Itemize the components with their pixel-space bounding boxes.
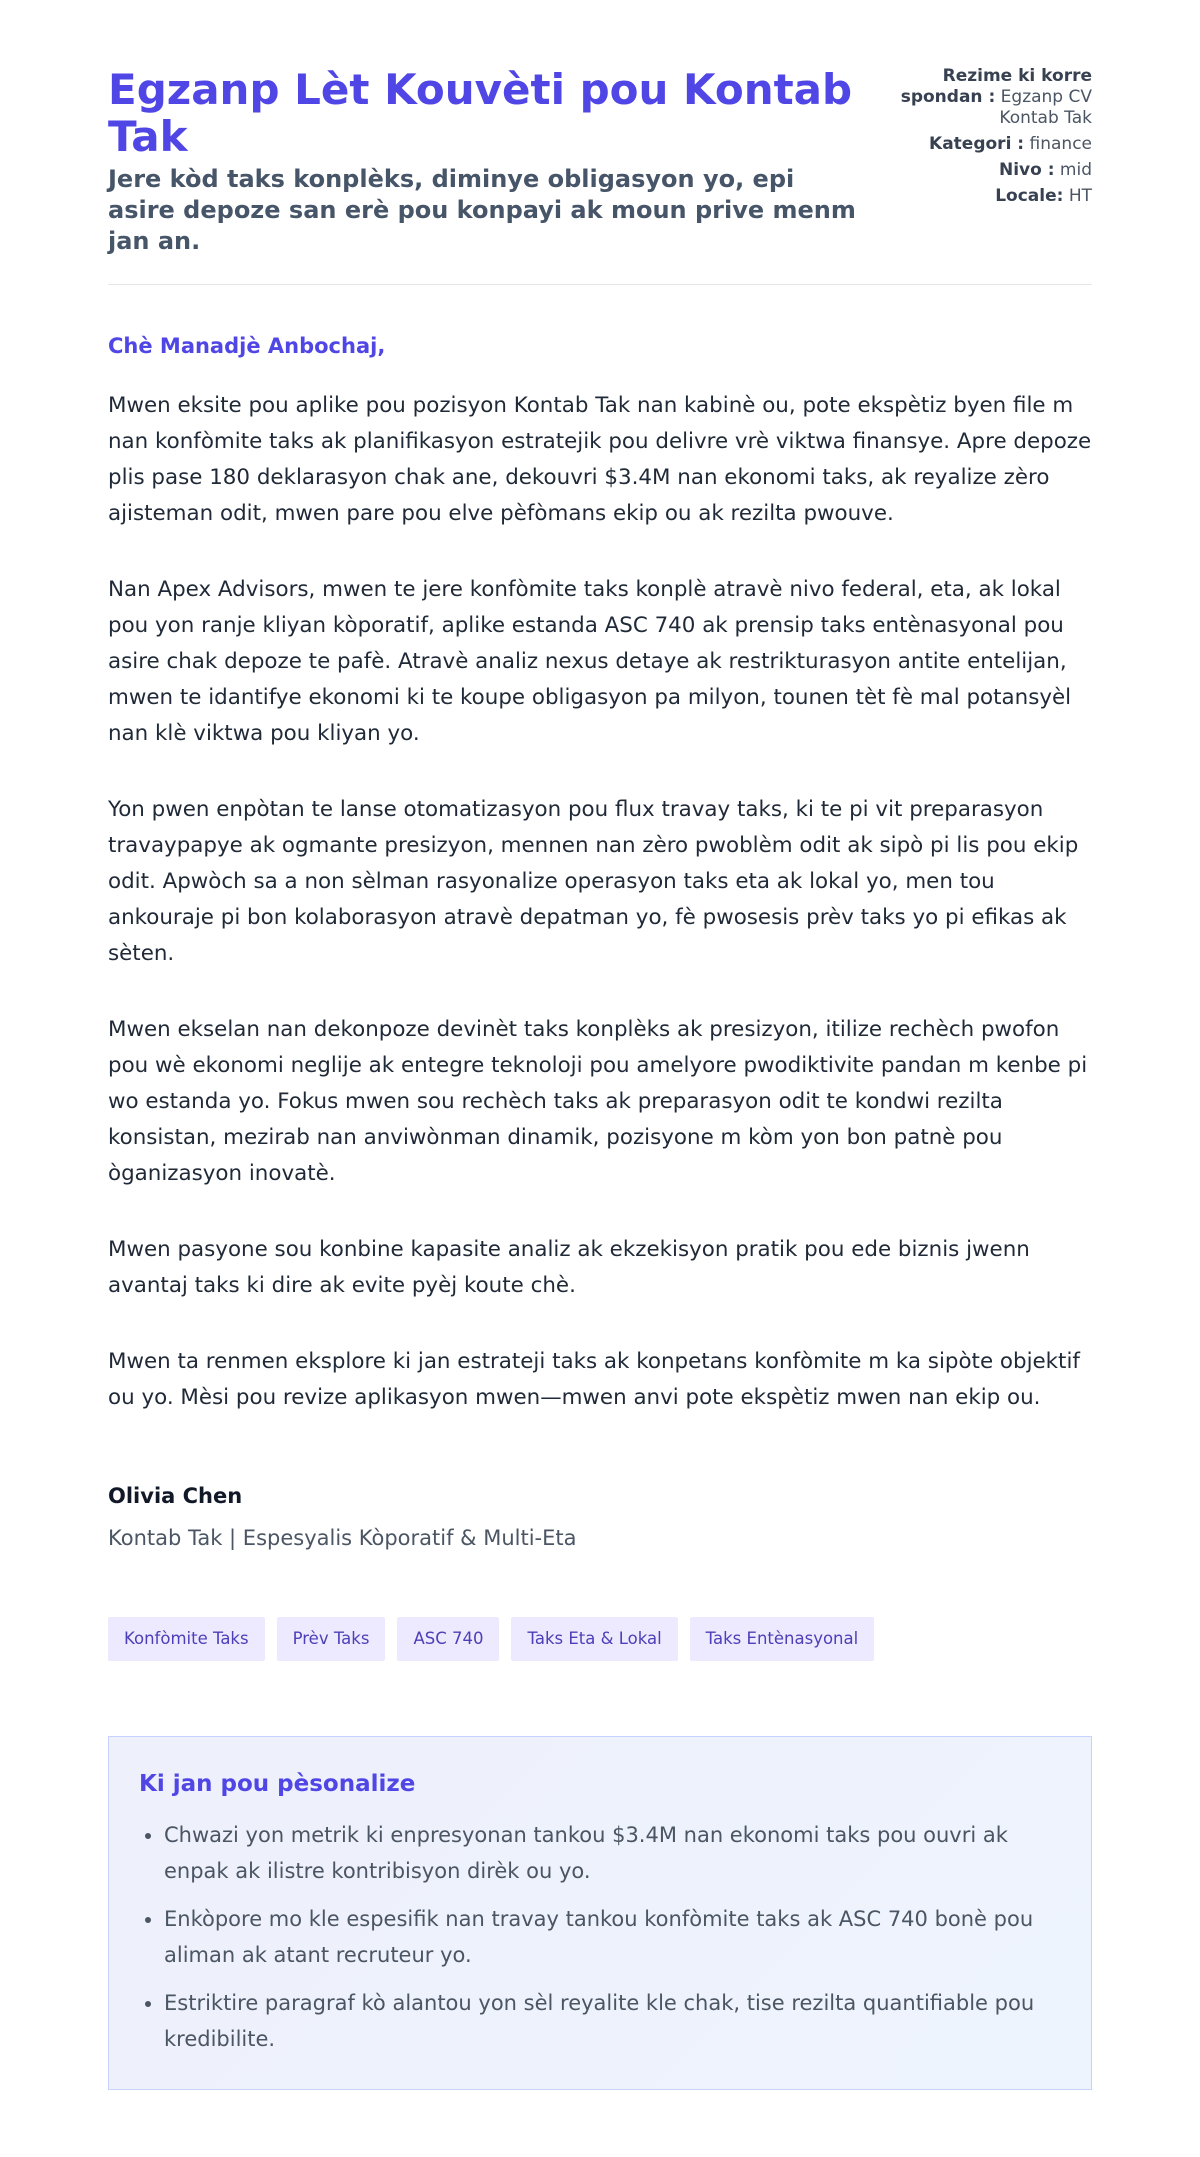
meta-category xyxy=(882,134,1092,155)
customization-tips-box xyxy=(108,1736,1092,2090)
meta-level xyxy=(882,160,1092,181)
tips-title: Ki jan pou pèsonalize xyxy=(139,1771,416,1797)
meta-locale-label: Locale: xyxy=(995,186,1064,206)
meta-category-value: finance xyxy=(1029,134,1092,154)
tips-list xyxy=(139,1817,1061,2057)
meta-locale xyxy=(882,186,1092,207)
letter-body xyxy=(108,388,1098,1456)
tip-item: • Chwazi yon metrik ki enpresyonan tankou $3.4M nan ekonomi taks pou ouvri ak enpak ak ilistre kontribisyon dirèk ou yo. xyxy=(164,1817,1061,1889)
skill-tags xyxy=(108,1617,874,1661)
meta-locale-value: HT xyxy=(1068,186,1092,206)
skill-tag: Taks Eta & Lokal xyxy=(511,1617,677,1661)
meta-level-label: Nivo : xyxy=(998,160,1055,180)
letter-paragraph: Yon pwen enpòtan te lanse otomatizasyon pou flux travay taks, ki te pi vit preparasyon travaypapye ak ogmante presizyon, mennen nan zèro pwoblèm odit ak sipò pi lis pou ekip odit. Apwòch sa a non sèlman rasyonalize operasyon taks eta ak lokal yo, men tou ankouraje pi bon kolaborasyon atravè depatman yo, fè pwosesis prèv taks yo pi efikas ak sèten. xyxy=(108,797,1079,966)
header-divider xyxy=(108,284,1092,285)
tip-item: • Enkòpore mo kle espesifik nan travay tankou konfòmite taks ak ASC 740 bonè pou aliman ak atant recruteur yo. xyxy=(164,1901,1061,1973)
meta-level-value: mid xyxy=(1059,160,1092,180)
page-header xyxy=(108,66,1092,257)
meta-summary-label: Rezime ki korre spondan : xyxy=(900,66,1092,107)
tip-item: • Estriktire paragraf kò alantou yon sèl reyalite kle chak, tise rezilta quantifiable pou kredibilite. xyxy=(164,1985,1061,2057)
letter-paragraph: Mwen ta renmen eksplore ki jan estrateji taks ak konpetans konfòmite m ka sipòte objektif ou yo. Mèsi pou revize aplikasyon mwen—mwen anvi pote ekspètiz mwen nan ekip ou. xyxy=(108,1349,1080,1410)
skill-tag: Taks Entènasyonal xyxy=(690,1617,875,1661)
letter-paragraph: Mwen pasyone sou konbine kapasite analiz ak ekzekisyon pratik pou ede biznis jwenn avantaj taks ki dire ak evite pyèj koute chè. xyxy=(108,1237,1030,1298)
meta-panel xyxy=(882,66,1092,212)
signature-name: Olivia Chen xyxy=(108,1484,243,1508)
letter-salutation: Chè Manadjè Anbochaj, xyxy=(108,334,386,358)
page-title: Egzanp Lèt Kouvèti pou Kontab Tak xyxy=(108,65,853,161)
meta-category-label: Kategori : xyxy=(929,134,1025,154)
letter-paragraph: Mwen ekselan nan dekonpoze devinèt taks konplèks ak presizyon, itilize rechèch pwofon pou wè ekonomi neglije ak entegre teknoloji pou amelyore pwodiktivite pandan m kenbe pi wo estanda yo. Fokus mwen sou rechèch taks ak preparasyon odit te kondwi rezilta konsistan, mezirab nan anviwònman dinamik, pozisyone m kòm yon bon patnè pou òganizasyon inovatè. xyxy=(108,1017,1088,1186)
letter-paragraph: Mwen eksite pou aplike pou pozisyon Kontab Tak nan kabinè ou, pote ekspètiz byen file m nan konfòmite taks ak planifikasyon estratejik pou delivre vrè viktwa finansye. Apre depoze plis pase 180 deklarasyon chak ane, dekouvri $3.4M nan ekonomi taks, ak reyalize zèro ajisteman odit, mwen pare pou elve pèfòmans ekip ou ak rezilta pwouve. xyxy=(108,393,1092,526)
page-subtitle: Jere kòd taks konplèks, diminye obligasyon yo, epi asire depoze san erè pou konpayi ak moun prive menm jan an. xyxy=(108,165,856,255)
skill-tag: ASC 740 xyxy=(397,1617,499,1661)
meta-summary-value: Egzanp CV Kontab Tak xyxy=(999,87,1092,128)
signature-title: Kontab Tak | Espesyalis Kòporatif & Multi-Eta xyxy=(108,1526,577,1550)
skill-tag: Konfòmite Taks xyxy=(108,1617,265,1661)
skill-tag: Prèv Taks xyxy=(277,1617,386,1661)
meta-summary xyxy=(882,66,1092,129)
letter-paragraph: Nan Apex Advisors, mwen te jere konfòmite taks konplè atravè nivo federal, eta, ak lokal pou yon ranje kliyan kòporatif, aplike estanda ASC 740 ak prensip taks entènasyonal pou asire chak depoze te pafè. Atravè analiz nexus detaye ak restrikturasyon antite entelijan, mwen te idantifye ekonomi ki te koupe obligasyon pa milyon, tounen tèt fè mal potansyèl nan klè viktwa pou kliyan yo. xyxy=(108,577,1072,746)
